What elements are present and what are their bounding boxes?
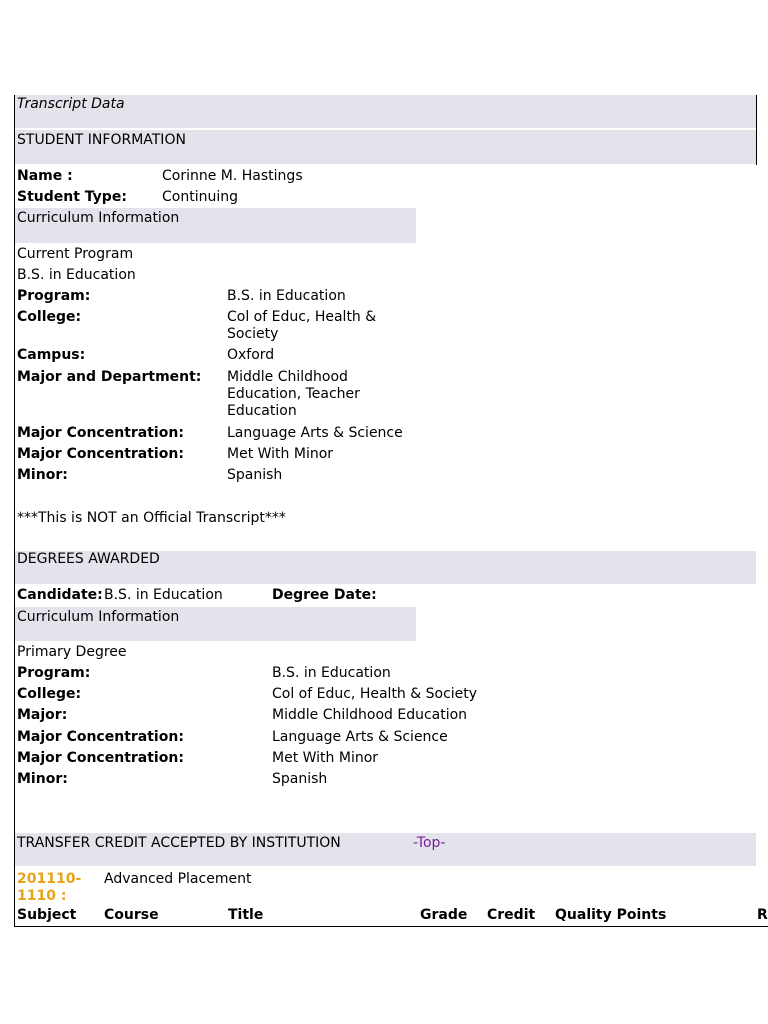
term-source: Advanced Placement xyxy=(104,871,252,887)
degree-major-value: Middle Childhood Education xyxy=(272,707,468,723)
campus-value: Oxford xyxy=(227,347,275,363)
term-code: 201110-1110 : xyxy=(17,871,82,904)
name-value: Corinne M. Hastings xyxy=(162,168,303,184)
col-grade: Grade xyxy=(420,907,468,923)
degree-curriculum-heading: Curriculum Information xyxy=(17,609,180,625)
unofficial-notice: ***This is NOT an Official Transcript*** xyxy=(17,510,286,526)
program-value: B.S. in Education xyxy=(227,288,346,304)
col-subject: Subject xyxy=(17,907,77,923)
name-label: Name : xyxy=(17,168,73,184)
col-quality-points: Quality Points xyxy=(555,907,667,923)
minor-value: Spanish xyxy=(227,467,283,483)
student-type-label: Student Type: xyxy=(17,189,127,205)
minor-label: Minor: xyxy=(17,467,68,483)
transfer-heading: TRANSFER CREDIT ACCEPTED BY INSTITUTION xyxy=(17,835,341,851)
major-dept-value: Middle Childhood Education, Teacher Education xyxy=(227,369,360,419)
degree-program-value: B.S. in Education xyxy=(272,665,391,681)
degree-concentration-value-1: Language Arts & Science xyxy=(272,729,448,745)
primary-degree-label: Primary Degree xyxy=(17,644,127,660)
major-dept-label: Major and Department: xyxy=(17,369,202,385)
degree-major-label: Major: xyxy=(17,707,68,723)
major-concentration-value-1: Language Arts & Science xyxy=(227,425,403,441)
current-program-label: Current Program xyxy=(17,246,134,262)
page-title: Transcript Data xyxy=(17,96,125,112)
college-value: Col of Educ, Health & Society xyxy=(227,309,377,342)
degree-concentration-label-1: Major Concentration: xyxy=(17,729,184,745)
degree-college-label: College: xyxy=(17,686,82,702)
col-credit: Credit xyxy=(487,907,536,923)
candidate-value: B.S. in Education xyxy=(104,587,223,603)
degree-college-value: Col of Educ, Health & Society xyxy=(272,686,478,702)
degree-concentration-value-2: Met With Minor xyxy=(272,750,379,766)
degree-minor-value: Spanish xyxy=(272,771,328,787)
program-label: Program: xyxy=(17,288,91,304)
table-header-underline xyxy=(14,926,768,927)
top-link[interactable]: -Top- xyxy=(413,835,446,851)
degree-minor-label: Minor: xyxy=(17,771,68,787)
degree-program-label: Program: xyxy=(17,665,91,681)
campus-label: Campus: xyxy=(17,347,86,363)
major-concentration-value-2: Met With Minor xyxy=(227,446,334,462)
col-r: R xyxy=(757,907,768,923)
candidate-label: Candidate: xyxy=(17,587,103,603)
current-program-value: B.S. in Education xyxy=(17,267,136,283)
student-type-value: Continuing xyxy=(162,189,238,205)
degrees-heading: DEGREES AWARDED xyxy=(17,551,160,567)
major-concentration-label-2: Major Concentration: xyxy=(17,446,184,462)
degree-concentration-label-2: Major Concentration: xyxy=(17,750,184,766)
degree-date-label: Degree Date: xyxy=(272,587,377,603)
curriculum-heading: Curriculum Information xyxy=(17,210,180,226)
right-border xyxy=(756,95,757,165)
student-info-heading: STUDENT INFORMATION xyxy=(17,132,186,148)
college-label: College: xyxy=(17,309,82,325)
col-course: Course xyxy=(104,907,159,923)
major-concentration-label-1: Major Concentration: xyxy=(17,425,184,441)
transcript-header-band xyxy=(15,95,756,128)
col-title: Title xyxy=(228,907,264,923)
